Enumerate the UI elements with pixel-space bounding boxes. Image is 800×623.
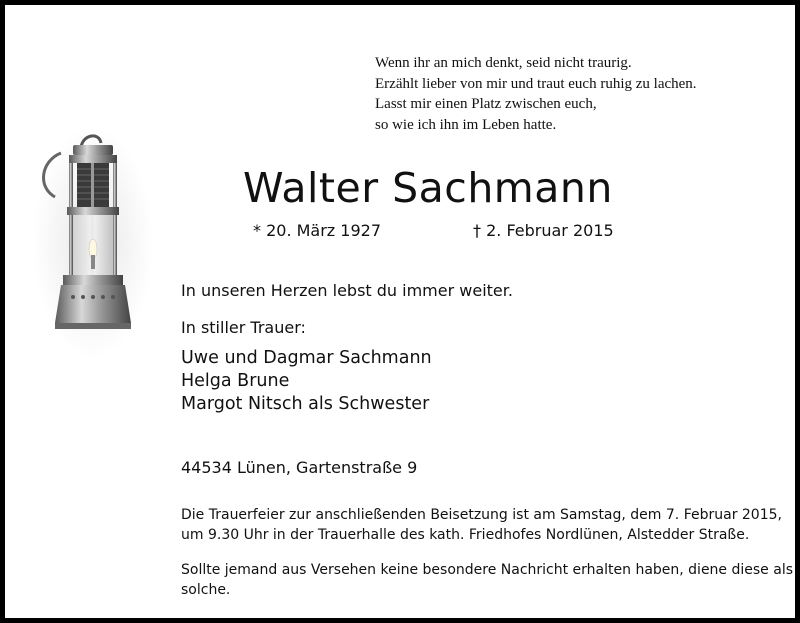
poem-line: so wie ich ihn im Leben hatte. xyxy=(375,116,557,133)
ceremony-details xyxy=(181,505,782,545)
notice-line: solche. xyxy=(181,582,231,598)
mourner-name: Helga Brune xyxy=(181,371,290,391)
mourner-name: Uwe und Dagmar Sachmann xyxy=(181,348,432,368)
mourners-list xyxy=(181,347,432,416)
miners-lamp-icon xyxy=(33,127,153,359)
notice-line: Sollte jemand aus Versehen keine besondere Nachricht erhalten haben, diene diese als xyxy=(181,562,794,578)
deceased-name: Walter Sachmann xyxy=(243,164,613,212)
poem-line: Erzählt lieber von mir und traut euch ruhig zu lachen. xyxy=(375,75,697,92)
birth-date: * 20. März 1927 xyxy=(253,221,382,240)
mourner-name: Margot Nitsch als Schwester xyxy=(181,394,430,414)
poem xyxy=(375,53,697,135)
tribute-line: In unseren Herzen lebst du immer weiter. xyxy=(181,281,513,300)
poem-line: Lasst mir einen Platz zwischen euch, xyxy=(375,96,597,112)
poem-line: Wenn ihr an mich denkt, seid nicht traurig. xyxy=(375,55,632,71)
notice-text xyxy=(181,560,793,600)
death-date: † 2. Februar 2015 xyxy=(473,221,614,240)
ceremony-line: Die Trauerfeier zur anschließenden Beisetzung ist am Samstag, dem 7. Februar 2015, xyxy=(181,507,782,523)
mourning-label: In stiller Trauer: xyxy=(181,318,306,337)
ceremony-line: um 9.30 Uhr in der Trauerhalle des kath. Friedhofes Nordlünen, Alstedder Straße. xyxy=(181,527,750,543)
address: 44534 Lünen, Gartenstraße 9 xyxy=(181,458,418,477)
